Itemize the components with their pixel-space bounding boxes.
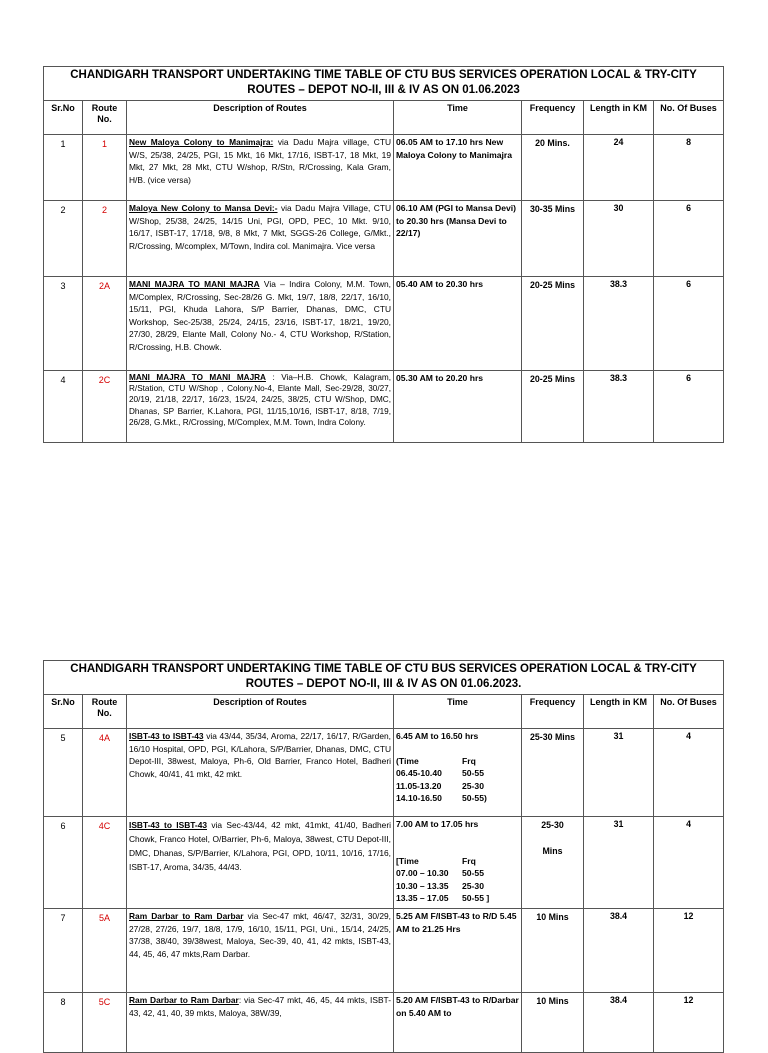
schedule-row (396, 755, 519, 768)
route-no: 2C (83, 371, 127, 443)
schedule-time: 06.45-10.40 (396, 768, 442, 778)
route-length: 31 (584, 729, 654, 817)
route-buses: 4 (654, 817, 724, 909)
route-description (127, 371, 394, 443)
schedule-row (396, 767, 519, 780)
header-length: Length in KM (584, 101, 654, 135)
table-row (44, 135, 724, 201)
schedule-row (396, 780, 519, 793)
schedule-frequency: Frq (462, 755, 476, 766)
schedule-frequency: 50-55 ] (462, 893, 490, 903)
schedule-time: (Time (396, 755, 419, 766)
timetable-1 (43, 66, 724, 443)
timetable-2 (43, 660, 724, 1053)
schedule-time: 10.30 – 13.35 (396, 880, 449, 891)
sr-no: 5 (44, 729, 83, 817)
time-range: 6.45 AM to 16.50 hrs (396, 731, 479, 741)
sr-no: 8 (44, 993, 83, 1053)
route-time: 06.10 AM (PGI to Mansa Devi) to 20.30 hrs (Mansa Devi to 22/17) (394, 201, 522, 277)
route-via: via Dadu Majra Village, CTU W/Shop, 25/38, 24/25, 14/15 Uni, PGI, OPD, PEC, 10 Mkt. 9/10, 16/17, ISBT-17, 17/18, 9/8, 8 Mkt, 7 Mkt, SGGS-26 College, G/Mkt., R/Crossing, M/complex, M/Town, Indira col. Manimajra. Vice versa (129, 203, 391, 251)
route-via: via Dadu Majra village, CTU W/S, 25/38, 24/25, PGI, 15 Mkt, 16 Mkt, 17/16, ISBT-17, 18 Mkt, 19 Mkt, 27 Mkt, 28 Mkt, CTU W/shop, R/Stn, R/Crossing, Kala Gram, H/B. (vice versa) (129, 137, 391, 185)
route-buses: 4 (654, 729, 724, 817)
route-buses: 12 (654, 909, 724, 993)
route-buses: 8 (654, 135, 724, 201)
schedule-row (396, 867, 519, 880)
route-via: via 43/44, 35/34, Aroma, 22/17, 16/17, R/Garden, 16/10 Hospital, OPD, PGI, K/Lahora, S/P/Barrier, Dhanas, DMC, CTU Depot-III, 38west, Maloya, Ph-6, Old Barrier, Franco Hotel, Badheri Chowk, 40/41, 41 mkt, 42 mkt. (129, 731, 391, 779)
header-frequency: Frequency (522, 695, 584, 729)
route-via: via Sec-43/44, 42 mkt, 41mkt, 41/40, Badheri Chowk, Franco Hotel, O/Barrier, Ph-6, Maloya, 38west, CTU Depot-III, DMC, Dhanas, S/P/Barrier, K/Lahora, PGI, OPD, 10/11, 10/16, 17/16, ISBT-17, Aroma, 34/35, 44/43. (129, 820, 391, 872)
route-length: 38.3 (584, 277, 654, 371)
route-description (127, 909, 394, 993)
sr-no: 6 (44, 817, 83, 909)
sr-no: 4 (44, 371, 83, 443)
schedule-time: [Time (396, 855, 419, 866)
route-frequency: 10 Mins (522, 909, 584, 993)
route-time: 05.40 AM to 20.30 hrs (394, 277, 522, 371)
table-row (44, 277, 724, 371)
header-time: Time (394, 101, 522, 135)
schedule-frequency: 50-55 (462, 768, 484, 778)
route-no: 5C (83, 993, 127, 1053)
route-buses: 6 (654, 371, 724, 443)
header-route-no: Route No. (83, 695, 127, 729)
route-length: 31 (584, 817, 654, 909)
route-description (127, 993, 394, 1053)
schedule-time: 13.35 – 17.05 (396, 893, 449, 903)
route-description (127, 729, 394, 817)
sr-no: 7 (44, 909, 83, 993)
schedule-row (396, 792, 519, 805)
route-buses: 12 (654, 993, 724, 1053)
route-buses: 6 (654, 201, 724, 277)
table-title: CHANDIGARH TRANSPORT UNDERTAKING TIME TABLE OF CTU BUS SERVICES OPERATION LOCAL & TRY-CITY ROUTES – DEPOT NO-II, III & IV AS ON 01.06.2023 (44, 67, 724, 101)
table-row (44, 201, 724, 277)
route-via: Via – Indira Colony, M.M. Town, M/Complex, R/Crossing, Sec-28/26 G. Mkt, 19/7, 18/8, 22/17, 16/10, 15/11, PGI, Khuda Lahora, S/P Barrier, Dhanas, DMC, CTU Workshop, Sec-25/38, 25/24, 24/15, 23/16, ISBT-17, 18/21, 19/20, 27/30, 28/29, Elante Mall, Colony No.- 4, CTU Workshop, R/Station, R/Crossing, H.B. Chowk. (129, 279, 391, 352)
route-name: New Maloya Colony to Manimajra: (129, 137, 274, 147)
route-via: : Via–H.B. Chowk, Kalagram, R/Station, CTU W/Shop , Colony.No-4, Elante Mall, Sec-29/28, 30/27, 20/19, 21/18, 22/17, 16/23, 15/24, 24/25, 38/25, CTU W/Shop, DMC, Dhanas, SP Barrier, K.Lahora, PGI, 11/15,10/16, ISBT-17, 8/18, 7/19, 26/28, G.Mkt., R/Crossing, M/Complex, M.M. Town, Indra Colony. (129, 373, 391, 427)
schedule-frequency: 50-55 (462, 868, 484, 878)
route-description (127, 277, 394, 371)
table-row (44, 729, 724, 817)
route-time: 05.30 AM to 20.20 hrs (394, 371, 522, 443)
route-length: 24 (584, 135, 654, 201)
route-description (127, 817, 394, 909)
route-length: 38.4 (584, 993, 654, 1053)
header-frequency: Frequency (522, 101, 584, 135)
route-name: ISBT-43 to ISBT-43 (129, 820, 208, 830)
route-name: Maloya New Colony to Mansa Devi:- (129, 203, 278, 213)
route-no: 4A (83, 729, 127, 817)
time-range: 7.00 AM to 17.05 hrs (396, 819, 479, 829)
route-no: 2A (83, 277, 127, 371)
frequency-unit: Mins (542, 846, 563, 856)
frequency-value: 25-30 (541, 820, 564, 830)
schedule-row (396, 880, 519, 893)
header-time: Time (394, 695, 522, 729)
route-time: 06.05 AM to 17.10 hrs New Maloya Colony to Manimajra (394, 135, 522, 201)
route-via: : via Sec-47 mkt, 46, 45, 44 mkts, ISBT-43, 42, 41, 40, 39 mkts, Maloya, 38W/39, (129, 995, 391, 1018)
schedule-frequency: 25-30 (462, 780, 484, 791)
route-length: 30 (584, 201, 654, 277)
header-route-no: Route No. (83, 101, 127, 135)
route-length: 38.3 (584, 371, 654, 443)
route-via: via Sec-47 mkt, 46/47, 32/31, 30/29, 27/28, 27/26, 19/7, 18/8, 17/9, 16/10, 15/11, PGI, Uni., 15/14, 24/25, 37/38, 38/40, 39/38west, Maloya, Sec-39, 40, 41, 42 mkts, ISBT-43, 44, 45, 46, 47 mkts,Ram Darbar. (129, 911, 392, 959)
header-length: Length in KM (584, 695, 654, 729)
route-frequency (522, 817, 584, 909)
sr-no: 1 (44, 135, 83, 201)
route-name: Ram Darbar to Ram Darbar (129, 911, 244, 921)
schedule-time: 11.05-13.20 (396, 780, 442, 791)
route-no: 5A (83, 909, 127, 993)
sr-no: 2 (44, 201, 83, 277)
route-length: 38.4 (584, 909, 654, 993)
route-time: 5.25 AM F/ISBT-43 to R/D 5.45 AM to 21.25 Hrs (394, 909, 522, 993)
route-frequency: 10 Mins (522, 993, 584, 1053)
schedule-frequency: 50-55) (462, 793, 487, 803)
route-name: ISBT-43 to ISBT-43 (129, 731, 204, 741)
header-buses: No. Of Buses (654, 101, 724, 135)
schedule-time: 14.10-16.50 (396, 793, 442, 803)
route-buses: 6 (654, 277, 724, 371)
table-row (44, 993, 724, 1053)
route-description (127, 135, 394, 201)
header-sr-no: Sr.No (44, 101, 83, 135)
schedule-frequency: Frq (462, 855, 476, 866)
header-description: Description of Routes (127, 101, 394, 135)
route-frequency: 25-30 Mins (522, 729, 584, 817)
schedule-row (396, 892, 519, 905)
header-description: Description of Routes (127, 695, 394, 729)
route-no: 2 (83, 201, 127, 277)
table-title: CHANDIGARH TRANSPORT UNDERTAKING TIME TABLE OF CTU BUS SERVICES OPERATION LOCAL & TRY-CITY ROUTES – DEPOT NO-II, III & IV AS ON 01.06.2023. (44, 661, 724, 695)
route-no: 1 (83, 135, 127, 201)
schedule-time: 07.00 – 10.30 (396, 868, 449, 878)
route-time (394, 817, 522, 909)
route-time: 5.20 AM F/ISBT-43 to R/Darbar on 5.40 AM to (394, 993, 522, 1053)
route-name: MANI MAJRA TO MANI MAJRA (129, 373, 266, 382)
sr-no: 3 (44, 277, 83, 371)
route-name: MANI MAJRA TO MANI MAJRA (129, 279, 260, 289)
route-frequency: 20 Mins. (522, 135, 584, 201)
table-row (44, 371, 724, 443)
header-sr-no: Sr.No (44, 695, 83, 729)
schedule-row (396, 855, 519, 868)
header-buses: No. Of Buses (654, 695, 724, 729)
route-frequency: 30-35 Mins (522, 201, 584, 277)
table-row (44, 909, 724, 993)
table-row (44, 817, 724, 909)
route-frequency: 20-25 Mins (522, 371, 584, 443)
route-frequency: 20-25 Mins (522, 277, 584, 371)
schedule-frequency: 25-30 (462, 880, 484, 891)
route-no: 4C (83, 817, 127, 909)
route-description (127, 201, 394, 277)
route-time (394, 729, 522, 817)
route-name: Ram Darbar to Ram Darbar (129, 995, 239, 1005)
